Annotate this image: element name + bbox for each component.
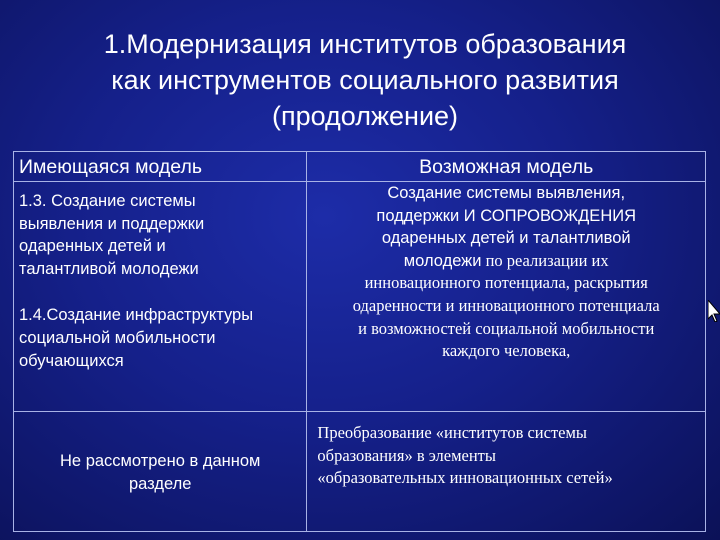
comparison-table xyxy=(13,151,706,532)
text-line: образования» в элементы xyxy=(317,445,496,465)
text-line: обучающихся xyxy=(19,351,124,370)
text-line: «образовательных инновационных сетей» xyxy=(317,468,613,488)
transformation-cell xyxy=(307,412,706,532)
text-line: поддержки И СОПРОВОЖДЕНИЯ xyxy=(376,206,637,225)
text-line: разделе xyxy=(128,474,192,493)
item-1-4 xyxy=(14,304,306,372)
text-span: молодежи xyxy=(403,251,482,270)
possible-model-cell xyxy=(307,182,706,412)
existing-model-cell xyxy=(14,182,307,412)
not-considered-cell xyxy=(14,412,307,532)
text-line: каждого человека, xyxy=(442,341,571,361)
text-line: выявления и поддержки xyxy=(19,214,205,233)
text-line: Создание системы выявления, xyxy=(387,184,626,202)
text-line: 1.4.Создание инфраструктуры xyxy=(19,306,254,325)
header-possible-model: Возможная модель xyxy=(307,152,706,182)
text-line: одаренных детей и xyxy=(19,237,166,256)
text-line: социальной мобильности xyxy=(19,328,216,347)
text-line: Преобразование «институтов системы xyxy=(317,423,588,442)
text-line: инновационного потенциала, раскрытия xyxy=(364,273,648,293)
text-line: и возможностей социальной мобильности xyxy=(358,318,655,338)
text-line: 1.3. Создание системы xyxy=(19,192,196,210)
table-row xyxy=(14,182,706,412)
text-line: одаренности и инновационного потенциала xyxy=(352,295,660,315)
text-line: Не рассмотрено в данном xyxy=(60,452,261,470)
mixed-line xyxy=(307,250,705,273)
item-1-3 xyxy=(14,190,306,280)
title-line: 1.Модернизация институтов образования xyxy=(103,29,627,59)
slide-title xyxy=(20,26,710,134)
table-header-row xyxy=(14,152,706,182)
title-line: (продолжение) xyxy=(271,101,459,131)
text-line: талантливой молодежи xyxy=(19,259,199,278)
table-row xyxy=(14,412,706,532)
header-existing-model: Имеющаяся модель xyxy=(14,152,307,182)
text-span: по реализации их xyxy=(481,250,609,270)
title-line: как инструментов социального развития xyxy=(111,65,619,95)
mouse-pointer-icon xyxy=(708,300,720,322)
text-line: одаренных детей и талантливой xyxy=(381,229,631,248)
